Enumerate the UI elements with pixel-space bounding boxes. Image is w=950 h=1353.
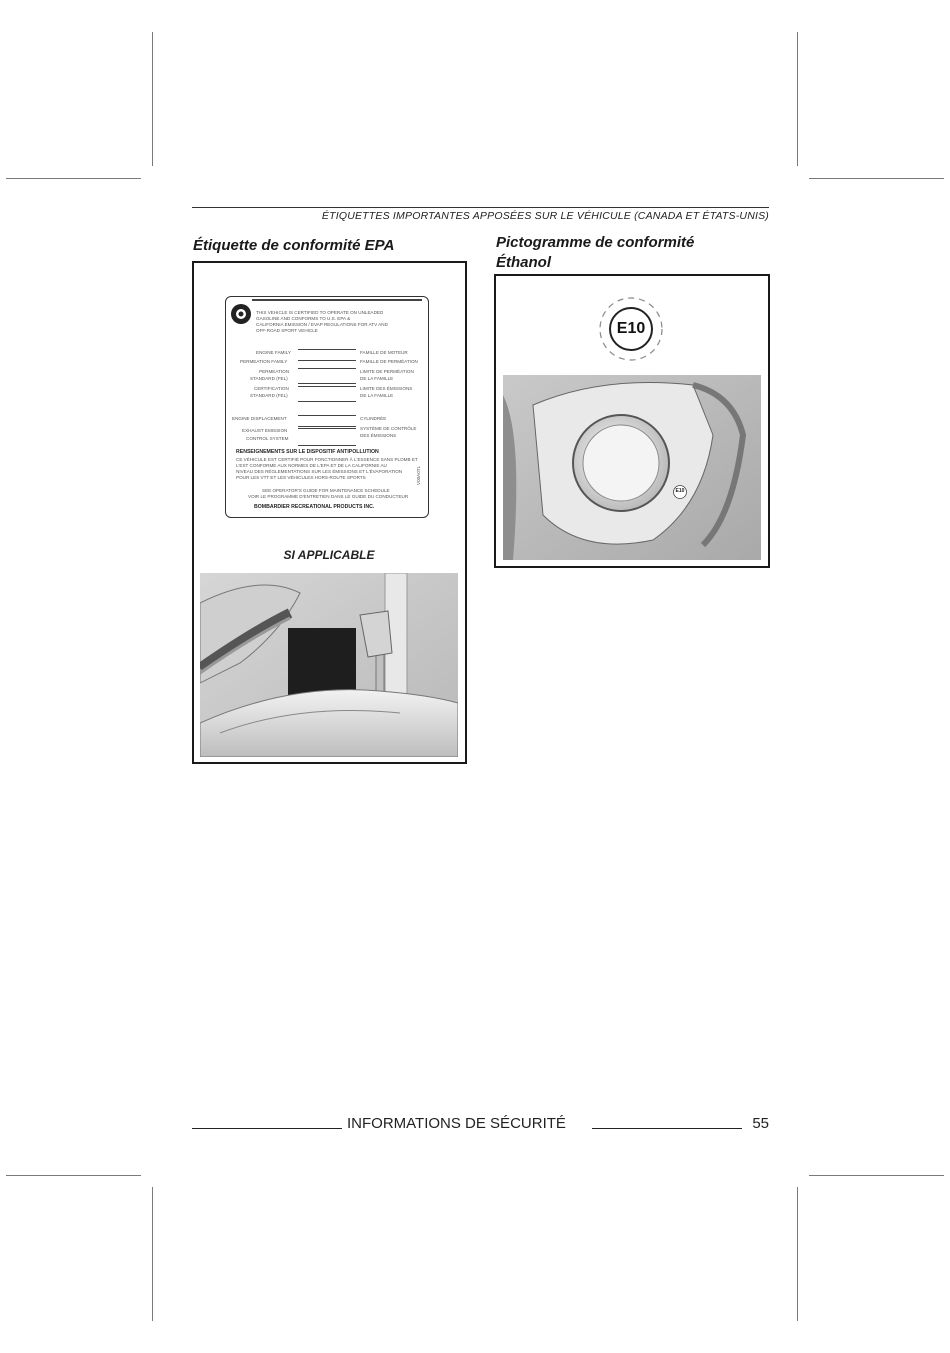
ethanol-section-title-line1: Pictogramme de conformité (496, 234, 695, 251)
label-intro-line: CALIFORNIA EMISSION / EVAP REGULATIONS FOR ATV AND (256, 322, 388, 327)
field-box (298, 415, 356, 427)
label-french-line: CE VÉHICULE EST CERTIFIÉ POUR FONCTIONNER À L'ESSENCE SANS PLOMB ET (236, 457, 418, 462)
field-label-left: STANDARD (FEL) (250, 376, 288, 381)
crop-mark (797, 32, 798, 166)
field-label-right: LIMITE DE PERMÉATION (360, 369, 414, 374)
small-e10-badge: E10 (675, 488, 685, 494)
crop-mark (809, 1175, 944, 1176)
crop-mark (152, 32, 153, 166)
crop-mark (6, 1175, 141, 1176)
field-label-right: CYLINDRÉE (360, 416, 387, 421)
label-intro-line: GASOLINE AND CONFORMS TO U.S. EPA & (256, 316, 351, 321)
label-french-line: L'EST CONFORME AUX NORMES DE L'EPA ET DE LA CALIFORNIE AU (236, 463, 387, 468)
label-top-rule (252, 299, 422, 301)
field-label-left: PERMEATION FAMILY (240, 359, 288, 364)
e10-badge: E10 (609, 307, 653, 351)
label-french-heading: RENSEIGNEMENTS SUR LE DISPOSITIF ANTIPOLLUTION (236, 449, 379, 455)
label-french-line: NIVEAU DES RÉGLEMENTATIONS SUR LES ÉMISSIONS ET L'ÉVAPORATION (236, 469, 403, 474)
field-label-right: DES ÉMISSIONS (360, 433, 397, 438)
crop-mark (809, 178, 944, 179)
page-number: 55 (752, 1115, 769, 1132)
label-side-code: V00A0TL (416, 465, 421, 485)
applicable-note: SI APPLICABLE (283, 548, 375, 562)
label-intro-line: THIS VEHICLE IS CERTIFIED TO OPERATE ON UNLEADED (256, 310, 384, 315)
fuel-cap-illustration (503, 375, 761, 560)
label-intro-line: OFF-ROAD SPORT VEHICLE (256, 328, 318, 333)
field-label-left: ENGINE FAMILY (256, 350, 291, 355)
field-label-right: DE LA FAMILLE (360, 393, 394, 398)
field-label-right: LIMITE DES ÉMISSIONS (360, 386, 413, 391)
field-box (298, 386, 356, 402)
field-label-left: CERTIFICATION (254, 386, 289, 391)
brp-logo-icon (230, 303, 252, 325)
label-french-line: POUR LES VTT ET LES VÉHICULES HORS-ROUTE SPORTS (236, 475, 366, 480)
field-label-right: SYSTÈME DE CONTRÔLE (360, 426, 417, 431)
footer-rule-left (192, 1128, 342, 1129)
field-label-left: STANDARD (FEL) (250, 393, 288, 398)
cockpit-illustration (200, 573, 458, 757)
field-label-left: EXHAUST EMISSION (242, 428, 288, 433)
crop-mark (152, 1187, 153, 1321)
field-box (298, 428, 356, 446)
label-service-line: SEE OPERATOR'S GUIDE FOR MAINTENANCE SCHEDULE (262, 488, 390, 493)
field-label-left: PERMEATION (259, 369, 290, 374)
field-label-left: CONTROL SYSTEM (246, 436, 289, 441)
crop-mark (6, 178, 141, 179)
epa-label (225, 296, 429, 518)
running-head: ÉTIQUETTES IMPORTANTES APPOSÉES SUR LE VÉHICULE (CANADA ET ÉTATS-UNIS) (321, 210, 769, 222)
footer-section-name: INFORMATIONS DE SÉCURITÉ (347, 1115, 566, 1132)
field-box (298, 368, 356, 384)
crop-mark (797, 1187, 798, 1321)
field-box (298, 349, 356, 361)
field-label-right: FAMILLE DE PERMÉATION (360, 359, 418, 364)
label-service-line: VOIR LE PROGRAMME D'ENTRETIEN DANS LE GUIDE DU CONDUCTEUR (248, 494, 409, 499)
ethanol-section-title-line2: Éthanol (496, 254, 551, 271)
field-label-right: DE LA FAMILLE (360, 376, 394, 381)
epa-section-title: Étiquette de conformité EPA (193, 237, 395, 254)
footer-rule-right (592, 1128, 742, 1129)
field-label-right: FAMILLE DE MOTEUR (360, 350, 408, 355)
label-company: BOMBARDIER RECREATIONAL PRODUCTS INC. (254, 504, 375, 510)
header-rule (192, 207, 769, 208)
field-label-left: ENGINE DISPLACEMENT (232, 416, 287, 421)
